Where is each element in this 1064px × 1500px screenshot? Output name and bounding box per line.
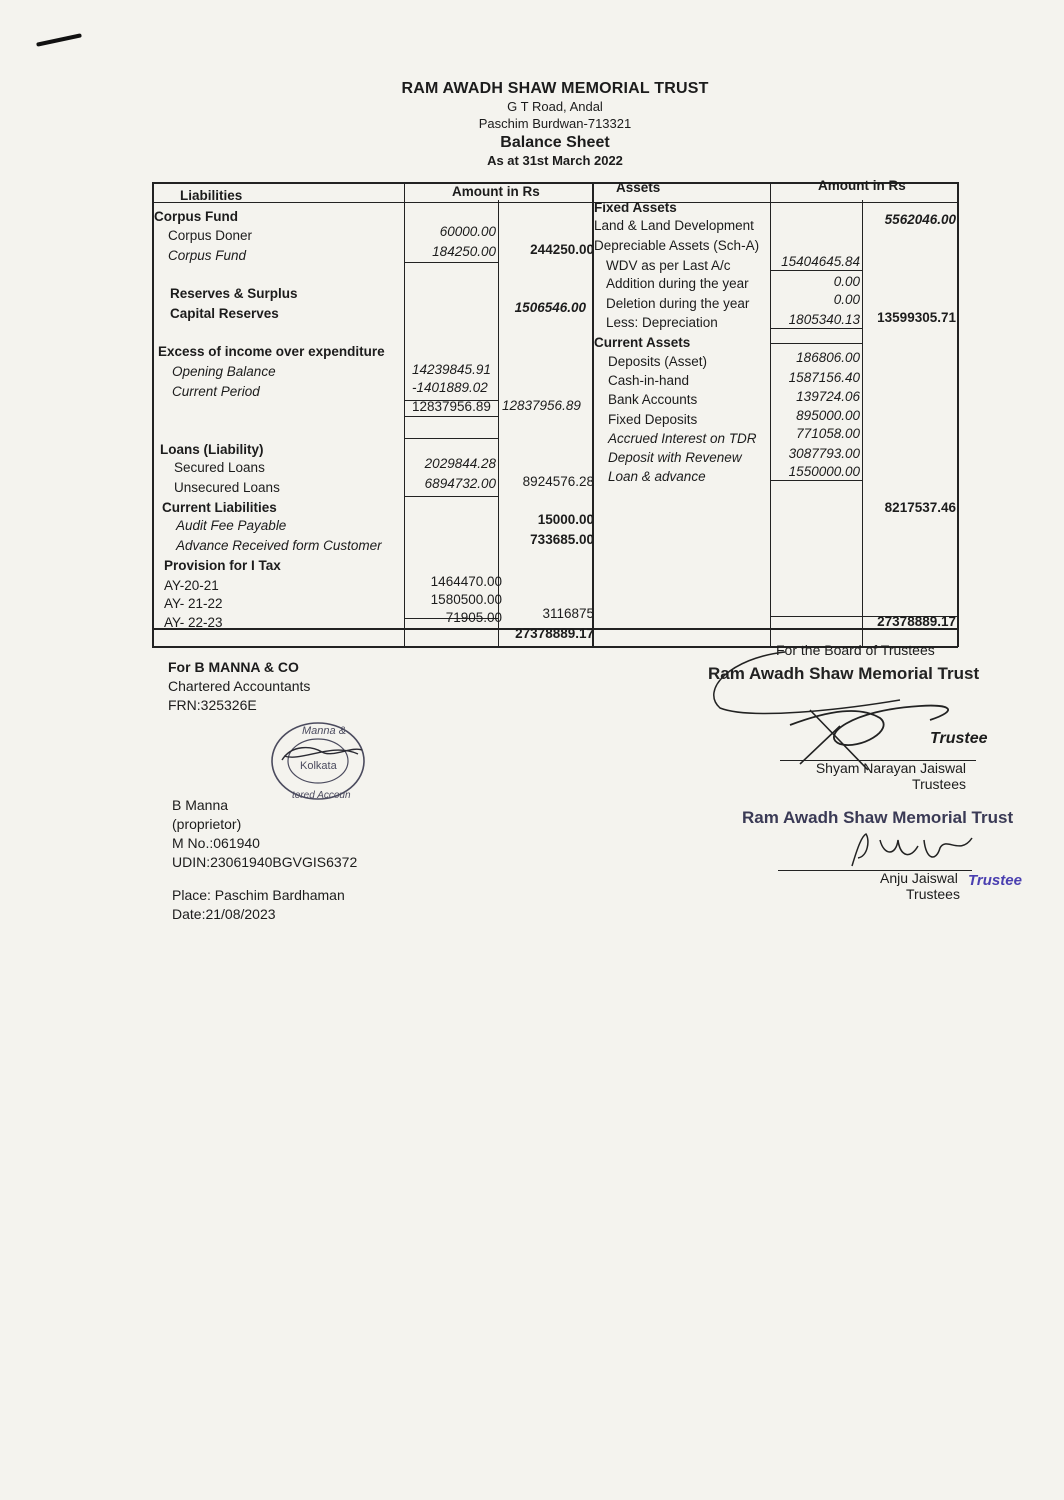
ay-20-21-label: AY-20-21 (164, 578, 219, 593)
depreciation-label: Less: Depreciation (606, 315, 718, 330)
trust-stamp-1: Ram Awadh Shaw Memorial Trust (708, 664, 980, 683)
balance-sheet-table (152, 178, 958, 648)
ay-21-22-amount: 1580500.00 (430, 592, 502, 607)
corpus-fund-label: Corpus Fund (168, 248, 247, 263)
trustee-signature-icon (690, 640, 990, 780)
land-amount: 5562046.00 (884, 212, 956, 227)
auditor-signatory (172, 796, 357, 872)
secured-loans-label: Secured Loans (174, 460, 265, 475)
stamp-top-text: Manna & (302, 725, 347, 737)
deposits-label: Deposits (Asset) (608, 354, 708, 369)
trustee-1-block (800, 760, 966, 792)
trustee-2-role: Trustees (906, 886, 960, 902)
accrued-label: Accrued Interest on TDR (608, 431, 757, 446)
document-header (300, 80, 810, 168)
depreciable-total: 13599305.71 (877, 310, 956, 325)
fixed-assets-heading: Fixed Assets (594, 200, 677, 215)
advance-label: Advance Received form Customer (176, 538, 382, 553)
unsecured-loans-amount: 6894732.00 (424, 476, 496, 491)
excess-heading: Excess of income over expenditure (158, 344, 385, 359)
col-header-amount-right: Amount in Rs (818, 178, 906, 193)
loan-advance-amount: 1550000.00 (788, 464, 860, 479)
current-liabilities-heading: Current Liabilities (162, 500, 277, 515)
place: Place: Paschim Bardhaman (172, 887, 345, 903)
secured-loans-amount: 2029844.28 (424, 456, 496, 471)
trustee-2-name: Anju Jaiswal (880, 870, 958, 886)
capital-reserves-amount: 1506546.00 (514, 300, 586, 315)
address-line-1: G T Road, Andal (507, 99, 603, 114)
stamp-bottom-text: tered Accoun (292, 790, 351, 801)
trustee-2-signature-icon (840, 826, 980, 872)
amount-box-line (770, 480, 862, 481)
liabilities-grand-total: 27378889.17 (515, 626, 594, 641)
border-right (957, 182, 959, 647)
unsecured-loans-label: Unsecured Loans (174, 480, 280, 495)
amount-box-line (404, 496, 498, 497)
trust-stamp-2: Ram Awadh Shaw Memorial Trust (742, 808, 1014, 827)
amount-box-line (770, 343, 862, 344)
trustee-1-name: Shyam Narayan Jaiswal (815, 760, 966, 776)
current-assets-total: 8217537.46 (884, 500, 956, 515)
auditor-udin: UDIN:23061940BGVGIS6372 (172, 854, 358, 870)
col-header-assets: Assets (616, 180, 661, 195)
accrued-amount: 771058.00 (796, 426, 860, 441)
document-title: Balance Sheet (500, 134, 610, 151)
land-label: Land & Land Development (594, 218, 754, 233)
loans-total: 8924576.28 (522, 474, 594, 489)
amount-box-line (404, 262, 498, 263)
advance-amount: 733685.00 (530, 532, 594, 547)
amount-box-line (770, 328, 862, 329)
header-divider (152, 202, 958, 203)
auditor-name: B Manna (172, 797, 229, 813)
capital-reserves-label: Capital Reserves (170, 306, 279, 321)
bank-label: Bank Accounts (608, 392, 698, 407)
ay-20-21-amount: 1464470.00 (430, 574, 502, 589)
corpus-doner-amount: 60000.00 (439, 224, 496, 239)
opening-balance-amount: 14239845.91 (412, 362, 491, 377)
wdv-label: WDV as per Last A/c (606, 258, 731, 273)
excess-total: 12837956.89 (502, 398, 581, 413)
ay-22-23-amount: 71905.00 (445, 610, 502, 625)
deposit-revenew-amount: 3087793.00 (788, 446, 860, 461)
current-period-label: Current Period (172, 384, 260, 399)
cash-label: Cash-in-hand (608, 373, 690, 388)
trustee-2-block (880, 870, 960, 902)
excess-subtotal: 12837956.89 (412, 399, 491, 414)
col-header-amount-left: Amount in Rs (452, 184, 540, 199)
wdv-amount: 15404645.84 (781, 254, 860, 269)
bank-amount: 139724.06 (796, 389, 860, 404)
provision-heading: Provision for I Tax (164, 558, 281, 573)
address-line-2: Paschim Burdwan-713321 (478, 116, 632, 131)
auditor-firm: For B MANNA & CO (168, 659, 299, 675)
addition-label: Addition during the year (606, 276, 749, 291)
deletion-amount: 0.00 (833, 292, 860, 307)
corpus-fund-amount: 184250.00 (432, 244, 496, 259)
reserves-heading: Reserves & Surplus (170, 286, 298, 301)
auditor-role: (proprietor) (172, 816, 242, 832)
opening-balance-label: Opening Balance (172, 364, 276, 379)
cash-amount: 1587156.40 (788, 370, 860, 385)
audit-fee-amount: 15000.00 (537, 512, 594, 527)
trustee-tag-1: Trustee (930, 730, 988, 747)
ay-22-23-label: AY- 22-23 (164, 615, 223, 630)
col-divider-1 (404, 182, 405, 647)
addition-amount: 0.00 (833, 274, 860, 289)
board-of-trustees-label: For the Board of Trustees (776, 642, 935, 658)
current-assets-heading: Current Assets (594, 335, 691, 350)
corpus-fund-heading: Corpus Fund (154, 209, 238, 224)
trust-name: RAM AWADH SHAW MEMORIAL TRUST (401, 80, 709, 97)
col-divider-4 (770, 182, 771, 647)
loan-advance-label: Loan & advance (608, 469, 706, 484)
depreciable-label: Depreciable Assets (Sch-A) (594, 238, 760, 253)
amount-box-line (770, 270, 862, 271)
auditor-frn: FRN:325326E (168, 697, 257, 713)
deposits-amount: 186806.00 (796, 350, 860, 365)
audit-fee-label: Audit Fee Payable (176, 518, 287, 533)
border-left (152, 182, 154, 647)
trustee-tag-2: Trustee (968, 872, 1022, 889)
amount-box-line (404, 438, 498, 439)
auditor-signature-icon (282, 748, 362, 760)
corpus-doner-label: Corpus Doner (168, 228, 253, 243)
current-period-amount: -1401889.02 (412, 380, 488, 395)
corpus-total: 244250.00 (530, 242, 594, 257)
trustee-1-role: Trustees (912, 776, 966, 792)
stamp-city-text: Kolkata (300, 760, 337, 772)
depreciation-amount: 1805340.13 (788, 312, 860, 327)
fixed-deposits-label: Fixed Deposits (608, 412, 698, 427)
col-header-liabilities: Liabilities (180, 188, 243, 203)
auditor-type: Chartered Accountants (168, 678, 311, 694)
fixed-deposits-amount: 895000.00 (796, 408, 860, 423)
date: Date:21/08/2023 (172, 906, 276, 922)
place-date (172, 886, 345, 924)
deposit-revenew-label: Deposit with Revenew (608, 450, 742, 465)
auditor-block (168, 658, 310, 715)
ay-21-22-label: AY- 21-22 (164, 596, 223, 611)
deletion-label: Deletion during the year (606, 296, 750, 311)
amount-box-line (404, 416, 498, 417)
col-divider-5 (862, 200, 863, 647)
provision-total: 3116875 (542, 606, 594, 621)
scan-mark (36, 33, 82, 46)
as-at-date: As at 31st March 2022 (487, 153, 623, 168)
assets-grand-total: 27378889.17 (877, 614, 956, 629)
auditor-membership: M No.:061940 (172, 835, 260, 851)
loans-heading: Loans (Liability) (160, 442, 264, 457)
auditor-stamp-icon (262, 716, 374, 806)
